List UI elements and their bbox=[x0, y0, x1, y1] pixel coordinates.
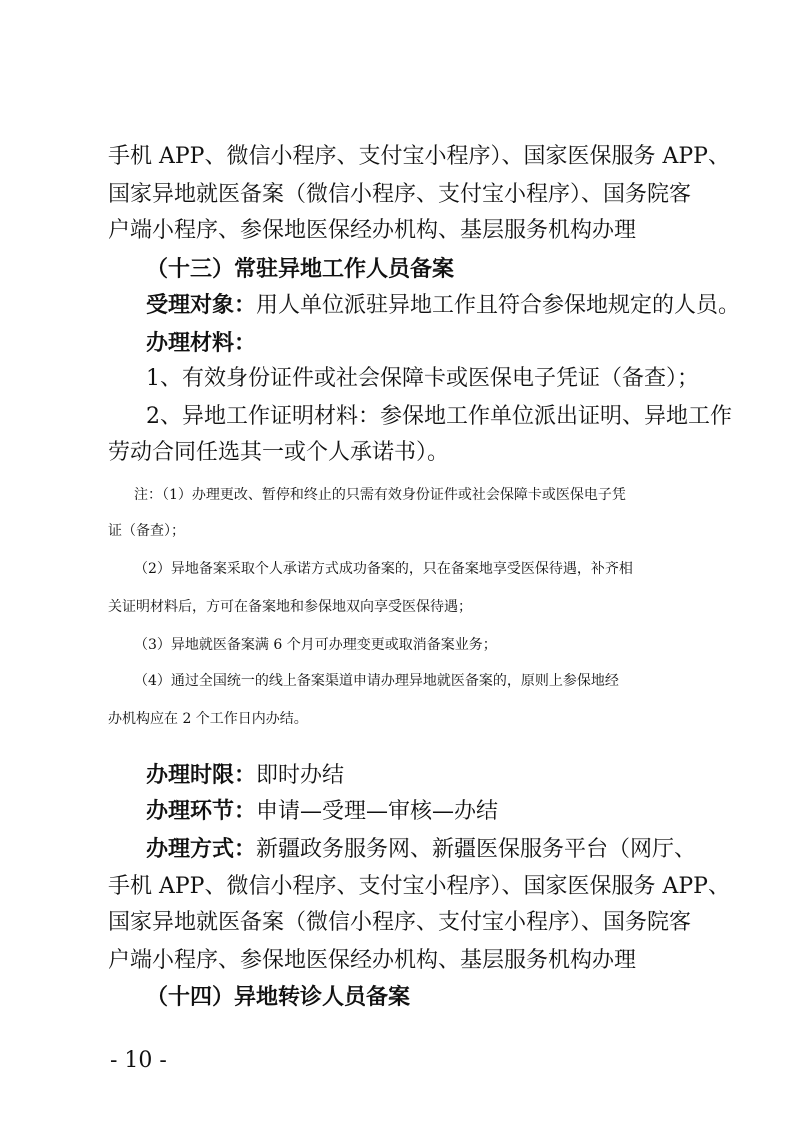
section-heading: （十三）常驻异地工作人员备案 bbox=[146, 256, 455, 282]
body-line: 户端小程序、参保地医保经办机构、基层服务机构办理 bbox=[108, 218, 637, 243]
steps-row bbox=[146, 796, 498, 827]
material-item: 1、有效身份证件或社会保障卡或医保电子凭证（备查）； bbox=[146, 366, 699, 391]
time-row bbox=[146, 760, 344, 791]
note-line: （4）通过全国统一的线上备案渠道申请办理异地就医备案的，原则上参保地经 bbox=[134, 673, 619, 689]
note-line: 关证明材料后，方可在备案地和参保地双向享受医保待遇； bbox=[108, 599, 472, 615]
time-text: 即时办结 bbox=[256, 763, 345, 788]
body-line: 国家异地就医备案（微信小程序、支付宝小程序）、国务院客 bbox=[108, 182, 692, 207]
method-line: 国家异地就医备案（微信小程序、支付宝小程序）、国务院客 bbox=[108, 910, 692, 935]
target-label: 受理对象： bbox=[146, 292, 257, 318]
material-item: 2、异地工作证明材料：参保地工作单位派出证明、异地工作 bbox=[146, 404, 732, 429]
note-line: （2）异地备案采取个人承诺方式成功备案的，只在备案地享受医保待遇，补齐相 bbox=[134, 561, 633, 577]
section-heading: （十四）异地转诊人员备案 bbox=[146, 984, 411, 1010]
materials-label: 办理材料： bbox=[146, 330, 257, 356]
page-number: - 10 - bbox=[110, 1048, 167, 1073]
method-line: 户端小程序、参保地医保经办机构、基层服务机构办理 bbox=[108, 948, 637, 973]
target-row bbox=[146, 290, 740, 321]
steps-text: 申请—受理—审核—办结 bbox=[256, 799, 499, 824]
note-line: 注：（1）办理更改、暂停和终止的只需有效身份证件或社会保障卡或医保电子凭 bbox=[134, 487, 626, 503]
material-item-continued: 劳动合同任选其一或个人承诺书）。 bbox=[108, 440, 450, 465]
note-line: 办机构应在 2 个工作日内办结。 bbox=[108, 711, 308, 727]
time-label: 办理时限： bbox=[146, 762, 257, 788]
method-label: 办理方式： bbox=[146, 836, 257, 862]
steps-label: 办理环节： bbox=[146, 798, 257, 824]
method-text: 新疆政务服务网、新疆医保服务平台（网厅、 bbox=[256, 837, 697, 862]
note-line: 证（备查）； bbox=[108, 523, 185, 539]
method-row bbox=[146, 834, 696, 865]
body-line: 手机 APP、微信小程序、支付宝小程序）、国家医保服务 APP、 bbox=[108, 144, 730, 169]
target-text: 用人单位派驻异地工作且符合参保地规定的人员。 bbox=[256, 293, 741, 318]
note-line: （3）异地就医备案满 6 个月可办理变更或取消备案业务； bbox=[134, 637, 497, 653]
method-line: 手机 APP、微信小程序、支付宝小程序）、国家医保服务 APP、 bbox=[108, 874, 730, 899]
